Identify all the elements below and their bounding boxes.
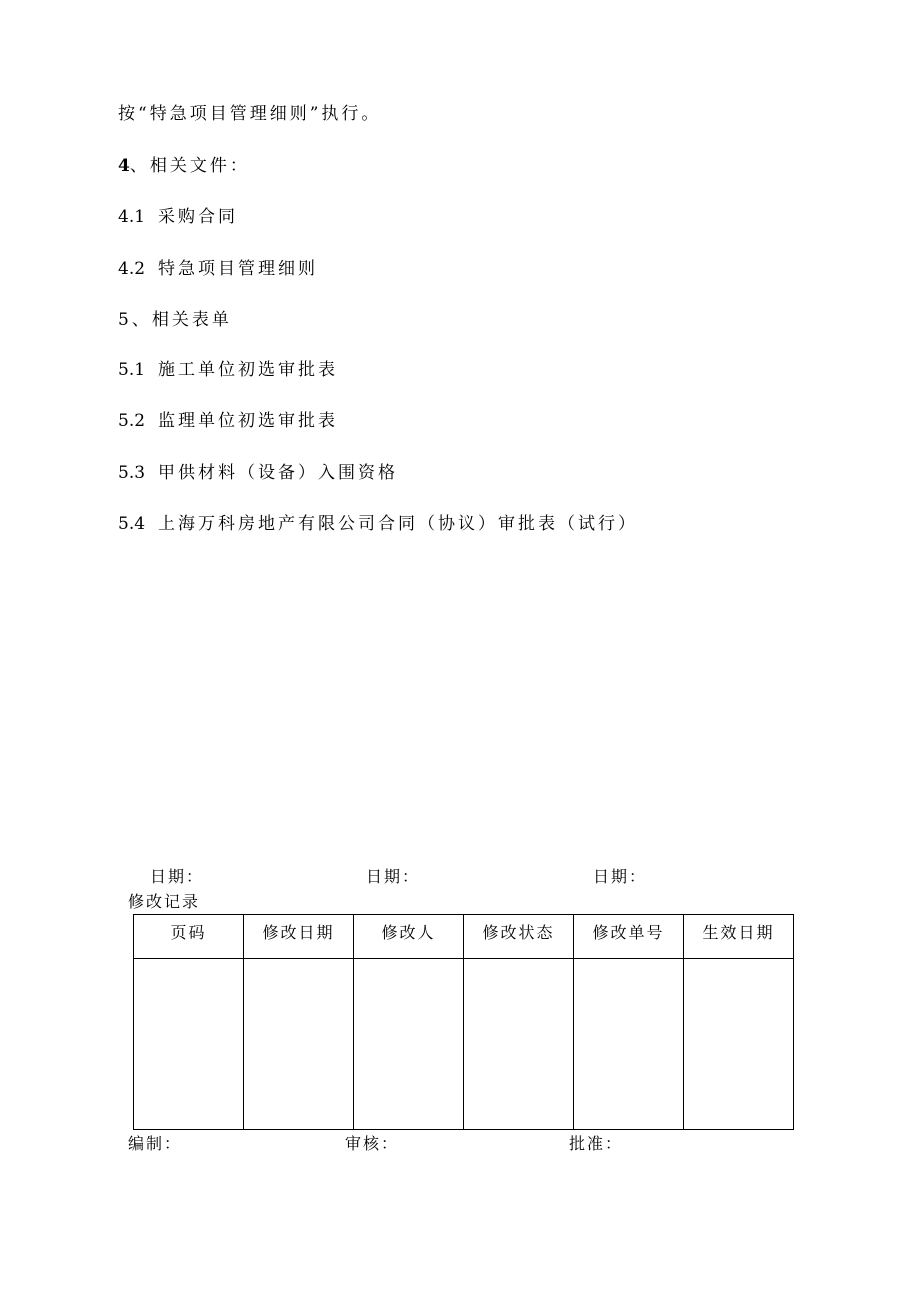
header-revision-number: 修改单号 [574, 915, 684, 959]
doc-item-text: 采购合同 [158, 207, 238, 227]
form-item-5-4 [118, 513, 638, 535]
header-page: 页码 [134, 915, 244, 959]
date-label-3: 日期： [593, 867, 648, 886]
section-4-title: 、相关文件： [129, 156, 250, 176]
header-revision-status: 修改状态 [464, 915, 574, 959]
revision-header-row [134, 915, 794, 959]
table-cell[interactable] [464, 959, 574, 1130]
date-label-1: 日期： [150, 867, 205, 886]
prepared-by-label: 编制： [128, 1134, 183, 1153]
reviewed-by-label: 审核： [345, 1134, 400, 1153]
header-revision-date: 修改日期 [244, 915, 354, 959]
form-item-text: 监理单位初选审批表 [158, 411, 338, 431]
doc-item-number: 4.2 [118, 259, 146, 279]
form-item-number: 5.4 [118, 514, 146, 534]
header-revised-by: 修改人 [354, 915, 464, 959]
section-4-number: 4 [118, 156, 130, 176]
table-cell[interactable] [134, 959, 244, 1130]
form-item-number: 5.3 [118, 463, 146, 483]
intro-line: 按“特急项目管理细则”执行。 [118, 104, 382, 124]
doc-item-number: 4.1 [118, 207, 146, 227]
revision-table [133, 914, 794, 1130]
section-4-heading [118, 155, 250, 177]
doc-item-text: 特急项目管理细则 [158, 259, 318, 279]
form-item-text: 施工单位初选审批表 [158, 360, 338, 380]
header-effective-date: 生效日期 [684, 915, 794, 959]
form-item-number: 5.2 [118, 411, 146, 431]
form-item-5-1 [118, 359, 338, 381]
doc-item-4-2 [118, 258, 318, 280]
form-item-text: 上海万科房地产有限公司合同（协议）审批表（试行） [158, 514, 638, 534]
table-cell[interactable] [354, 959, 464, 1130]
form-item-5-2 [118, 410, 338, 432]
form-item-text: 甲供材料（设备）入围资格 [158, 463, 398, 483]
approved-by-label: 批准： [569, 1134, 624, 1153]
form-item-5-3 [118, 462, 398, 484]
table-row [134, 959, 794, 1130]
form-item-number: 5.1 [118, 360, 146, 380]
table-cell[interactable] [574, 959, 684, 1130]
revision-caption: 修改记录 [128, 892, 201, 911]
section-5-heading: 5、相关表单 [118, 310, 232, 330]
date-label-2: 日期： [366, 867, 421, 886]
doc-item-4-1 [118, 206, 238, 228]
table-cell[interactable] [244, 959, 354, 1130]
table-cell[interactable] [684, 959, 794, 1130]
